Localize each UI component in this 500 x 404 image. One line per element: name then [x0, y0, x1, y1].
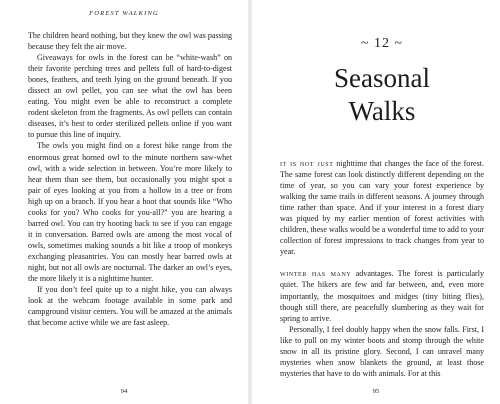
paragraph-text: advantages. The forest is particularly quiet. The hikers are few and far between, and, even more importantly, the mosquitoes and midges (tiny biting flies), though still there, are peacefully slumbering as they wait for spring to arrive. — [280, 269, 484, 323]
paragraph-text: nighttime that changes the face of the forest. The same forest can look distinctly different depending on the time of year, so you can vary your forest experience by walking the same trails in different seasons. A journey through time rather than space. And if your interest in a forest diary was piqued by my earlier mention of forest activities with children, these walks would be a wonderful time to add to your collection of forest impressions to track changes from year to year. — [280, 159, 485, 257]
paragraph: Personally, I feel doubly happy when the snow falls. First, I like to pull on my winter boots and stomp through the white snow in all its pristine glory. Second, I can unravel many mysteries when snow blankets the ground, at least those mysteries that have to do with animals. For at this — [280, 324, 484, 378]
paragraph: Giveaways for owls in the forest can be “white-wash” on their favorite perching trees and pellets full of hard-to-digest bones, feathers, and teeth lying on the ground beneath. If you dissect an owl pellet, you can see what the owl has been eating. You might even be able to reconstruct a complete rodent skeleton from the fragments. As owl pellets can contain diseases, it’s best to order sterilized pellets online if you want to pursue this line of inquiry. — [28, 53, 232, 140]
paragraph — [280, 158, 484, 257]
running-head: FOREST WALKING — [89, 10, 159, 17]
paragraph: If you don’t feel quite up to a night hike, you can always look at the webcam footage available in some park and campground visitor centers. You will be amazed at the animals that become active while we are fast asleep. — [28, 285, 232, 328]
page-number-right: 95 — [372, 388, 380, 395]
chapter-number: ~ 12 ~ — [360, 36, 404, 51]
chapter-title-line-2: Walks — [348, 96, 416, 126]
paragraph: The owls you might find on a forest hike range from the enormous great horned owl to the minute northern saw-whet owl, with a wide selection in between. You’re more likely to hear them than see them, but occasionally you might spot a pair of eyes looking at you from a hollow in a tree or from high up on a branch. If you hear a hoot that sounds like “Who cooks for you? Who cooks for you-all?” you are hearing a barred owl. You can try hooting back to see if you can engage it in conversation. Barred owls are among the most vocal of owls, sometimes making sounds a bit like a troop of monkeys exchanging pleasantries. You can mostly hear barred owls at night, but not all owls are nocturnal. The darker an owl’s eyes, the more likely it is a nighttime hunter. — [28, 141, 232, 284]
chapter-title-line-1: Seasonal — [334, 63, 430, 93]
run-in-lead: it is not just — [280, 159, 334, 168]
run-in-lead: winter has many — [280, 269, 352, 279]
page-number-left: 94 — [120, 388, 128, 395]
chapter-title — [280, 62, 484, 128]
left-body-text — [28, 30, 232, 328]
paragraph: The children heard nothing, but they knew the owl was passing because they felt the air move. — [28, 31, 232, 52]
left-page — [0, 0, 248, 404]
right-page — [252, 0, 500, 404]
paragraph — [280, 268, 484, 323]
right-body-text — [280, 158, 484, 379]
